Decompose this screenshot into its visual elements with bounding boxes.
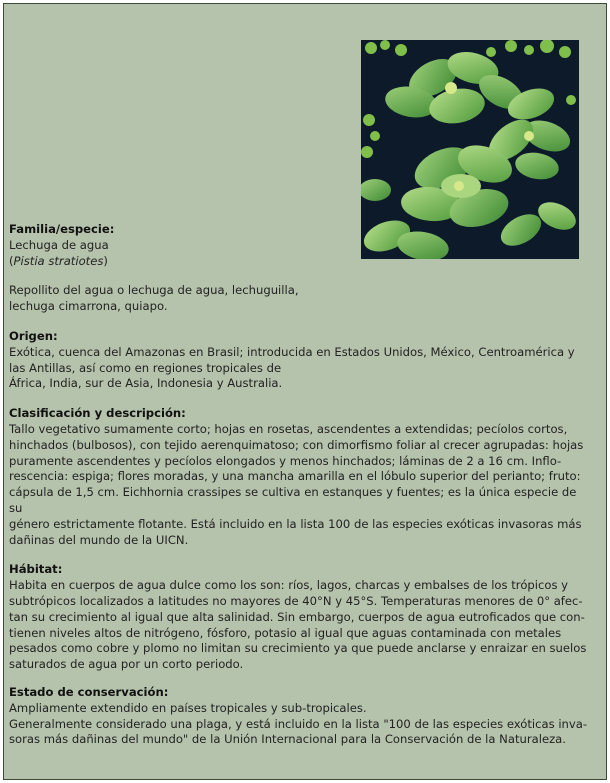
habitat-line: tan su crecimiento al igual que alta salinidad. Sin embargo, cuerpos de agua eutroficados que con- xyxy=(9,609,585,624)
other-names-line-1: Repollito del agua o lechuga de agua, lechuguilla, xyxy=(9,283,299,298)
habitat-line: subtrópicos localizados a latitudes no mayores de 40°N y 45°S. Temperaturas menores de 0° afec- xyxy=(9,593,583,608)
conservacion-line: Generalmente considerado una plaga, y está incluido en la lista "100 de las especies exóticas inva- xyxy=(9,716,588,731)
origen-line-1: Exótica, cuenca del Amazonas en Brasil; introducida en Estados Unidos, México, Centroamérica y xyxy=(9,344,575,359)
scientific-name: Pistia stratiotes xyxy=(13,253,104,268)
conservacion-line: soras más dañinas del mundo" de la Unión Internacional para la Conservación de la Naturaleza. xyxy=(9,732,566,747)
clasificacion-heading: Clasificación y descripción: xyxy=(9,406,186,421)
origen-line-2: las Antillas, así como en regiones tropicales de xyxy=(9,360,282,375)
habitat-line: pesados como cobre y plomo no limitan su crecimiento ya que puede anclarse y enraizar en suelos xyxy=(9,641,587,656)
species-card xyxy=(3,3,607,780)
conservacion-heading: Estado de conservación: xyxy=(9,684,169,699)
habitat-line: tienen niveles altos de nitrógeno, fósforo, potasio al igual que aguas contaminada con metales xyxy=(9,625,562,640)
other-names-line-2: lechuga cimarrona, quiapo. xyxy=(9,299,168,314)
scientific-name-line: (Pistia stratiotes) xyxy=(9,253,108,268)
origen-line-3: África, India, sur de Asia, Indonesia y Australia. xyxy=(9,376,283,391)
clasificacion-line: género estrictamente flotante. Está incluido en la lista 100 de las especies exóticas invasoras más xyxy=(9,516,582,531)
clasificacion-line: rescencia: espiga; flores moradas, y una mancha amarilla en el lóbulo superior del perianto; fruto: xyxy=(9,469,581,484)
species-description xyxy=(9,222,592,748)
habitat-heading: Hábitat: xyxy=(9,562,63,577)
habitat-line: Habita en cuerpos de agua dulce como los son: ríos, lagos, charcas y embalses de los trópicos y xyxy=(9,578,569,593)
common-name: Lechuga de agua xyxy=(9,237,109,252)
clasificacion-line: dañinas del mundo de la UICN. xyxy=(9,532,189,547)
habitat-line: saturados de agua por un corto periodo. xyxy=(9,657,244,672)
clasificacion-line: puramente ascendentes y pecíolos elongados y menos hinchados; láminas de 2 a 16 cm. Inflo- xyxy=(9,453,562,468)
familia-heading: Familia/especie: xyxy=(9,222,115,236)
conservacion-line: Ampliamente extendido en países tropicales y sub-tropicales. xyxy=(9,700,367,715)
clasificacion-line: cápsula de 1,5 cm. Eichhornia crassipes se cultiva en estanques y fuentes; es la única especie de su xyxy=(9,485,577,515)
origen-heading: Origen: xyxy=(9,328,58,343)
clasificacion-line: Tallo vegetativo sumamente corto; hojas en rosetas, ascendentes a extendidas; pecíolos cortos, xyxy=(9,421,568,436)
clasificacion-line: hinchados (bulbosos), con tejido aerenquimatoso; con dimorfismo foliar al crecer agrupadas: hojas xyxy=(9,437,584,452)
